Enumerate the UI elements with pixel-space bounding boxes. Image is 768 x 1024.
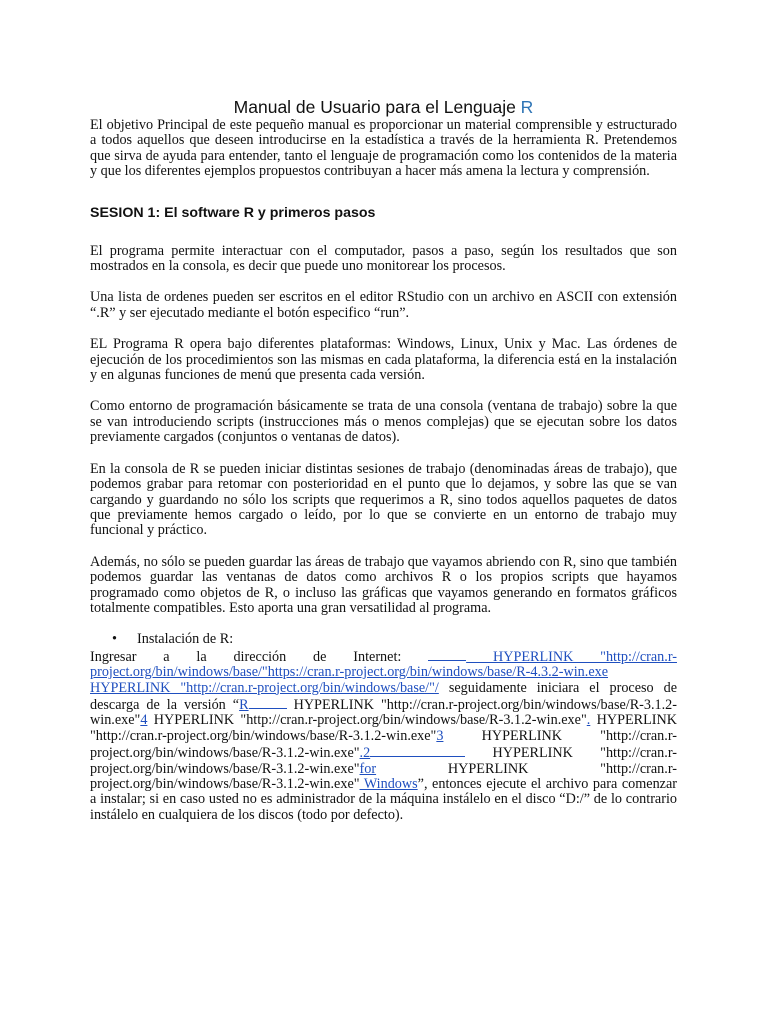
bullet-icon: • — [112, 631, 117, 648]
install-list — [90, 632, 677, 647]
version-link-4[interactable]: 4 — [140, 712, 148, 729]
paragraph-console: Como entorno de programación básicamente se trata de una consola (ventana de trabajo) sobre la que se van introduciendo scripts (instrucciones más o menos complejas) que se ejecutan sobre los datos previamente cargados (conjuntos o ventanas de datos). — [90, 398, 677, 446]
install-text-9: ”, entonces ejecute el archivo para comenzar a instalar; si en caso usted no es administrador de la máquina instálelo en el disco “D:/” de lo contrario instálelo en cualquiera de los discos (todo por defecto). — [90, 776, 677, 823]
version-link-r[interactable]: R — [239, 696, 249, 713]
list-item — [90, 632, 677, 647]
install-text-4: HYPERLINK "http://cran.r-project.org/bin/windows/base/R-3.1.2-win.exe" — [147, 712, 587, 729]
title-r-letter: R — [520, 97, 534, 117]
version-link-for[interactable]: for — [359, 760, 377, 777]
install-text-2: seguidamente iniciara el proceso de descarga de la versión “ — [90, 679, 677, 713]
paragraph-rstudio: Una lista de ordenes pueden ser escritos en el editor RStudio con un archivo en ASCII con extensión “.R” y ser ejecutado mediante el botón especifico “run”. — [90, 289, 677, 321]
version-link-windows[interactable]: Windows — [359, 776, 418, 792]
install-instructions — [90, 648, 677, 823]
version-link-dot[interactable]: . — [586, 712, 591, 729]
document-title — [90, 96, 677, 118]
section-heading: SESION 1: El software R y primeros pasos — [90, 204, 376, 221]
paragraph-platforms: EL Programa R opera bajo diferentes plataformas: Windows, Linux, Unix y Mac. Las órdenes de ejecución de los procedimientos son las mismas en cada plataforma, la diferencia está en la instalación y en algunas funciones de menú que presenta cada versión. — [90, 336, 677, 384]
install-text-8: HYPERLINK "http://cran.r-project.org/bin/windows/base/R-3.1.2-win.exe" — [90, 760, 677, 792]
download-link[interactable]: HYPERLINK "http://cran.r-project.org/bin/windows/base/"https://cran.r-project.org/bin/windows/base/R-4.3.2-win.exe HYPERLINK "http://cran.r-project.org/bin/windows/base/"/ — [90, 648, 677, 696]
install-text-6: HYPERLINK "http://cran.r-project.org/bin/windows/base/R-3.1.2-win.exe" — [90, 727, 677, 762]
install-label: Instalación de R: — [137, 631, 234, 648]
hyperlink-underline[interactable] — [370, 744, 465, 757]
paragraph-saving: Además, no sólo se pueden guardar las áreas de trabajo que vayamos abriendo con R, sino que también podemos guardar las ventanas de datos como archivos R o los propios scripts que hayamos programado como objetos de R, o incluso las gráficas que vayamos generando en formatos gráficos totalmente compatibles. Esto aporta una gran versatilidad al programa. — [90, 553, 677, 616]
intro-paragraph: El objetivo Principal de este pequeño manual es proporcionar un material comprensible y estructurado a todos aquellos que deseen introducirse en la estadística a través de la herramienta R. Pretendemos que sirva de ayuda para entender, tanto el lenguaje de programación como los contenidos de la materia y que los diferentes ejemplos propuestos contribuyan a hacer más amena la lectura y comprensión. — [90, 117, 677, 180]
hyperlink-underline[interactable] — [249, 696, 287, 709]
paragraph-interaction: El programa permite interactuar con el computador, pasos a paso, según los resultados que son mostrados en la consola, es decir que puede uno monitorear los procesos. — [90, 242, 677, 275]
version-link-2[interactable]: .2 — [359, 745, 371, 762]
install-text-3: HYPERLINK "http://cran.r-project.org/bin/windows/base/R-3.1.2-win.exe" — [90, 696, 677, 729]
hyperlink-underline[interactable] — [428, 648, 466, 661]
document-page — [90, 0, 677, 823]
version-link-3[interactable]: 3 — [436, 727, 444, 744]
install-text-5: HYPERLINK "http://cran.r-project.org/bin/windows/base/R-3.1.2-win.exe" — [90, 712, 677, 744]
paragraph-sessions: En la consola de R se pueden iniciar distintas sesiones de trabajo (denominadas áreas de trabajo), que podemos grabar para retomar con posterioridad en el punto que lo dejamos, y sobre las que se van cargando y guardando no sólo los scripts que requerimos a R, sino todos aquellos paquetes de datos que previamente hemos cargado o leído, por lo que se convierte en un entorno de trabajo muy funcional y práctico. — [90, 460, 677, 539]
install-text-1: Ingresar a la dirección de Internet: — [90, 648, 429, 665]
title-text: Manual de Usuario para el Lenguaje — [233, 97, 521, 117]
install-text-7: HYPERLINK "http://cran.r-project.org/bin/windows/base/R-3.1.2-win.exe" — [90, 745, 677, 777]
